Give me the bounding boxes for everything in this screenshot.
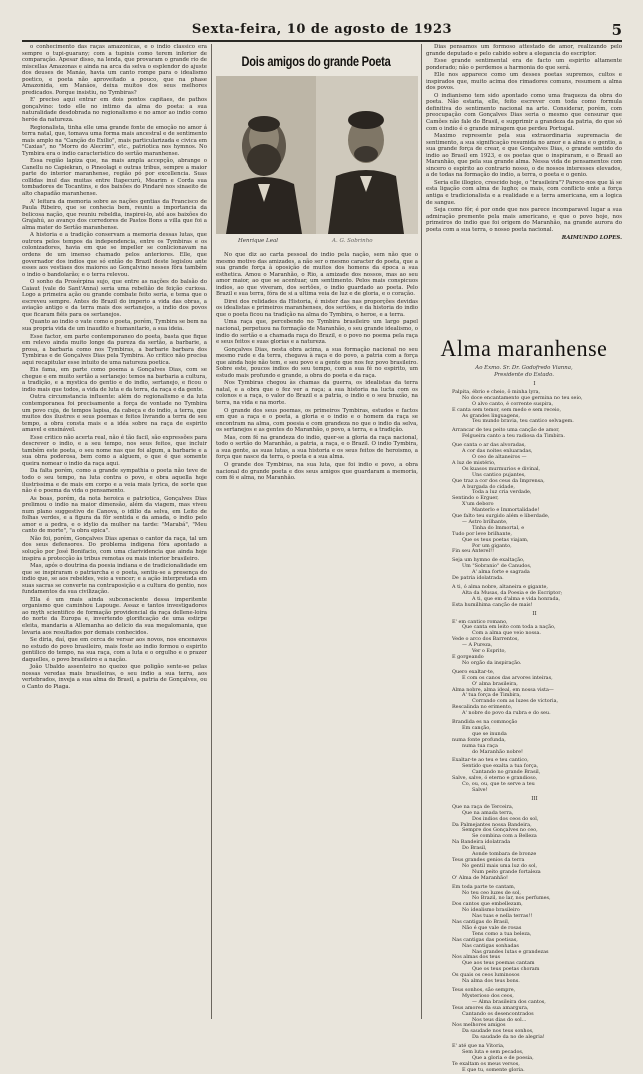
poem-line: Tens como a tua beleza,	[472, 930, 532, 937]
poem-line: numa tua raça	[462, 742, 498, 749]
poem-line: O' Alma de Maranhão!	[452, 874, 508, 881]
poem-line: Dos cantos que embellezam,	[452, 901, 523, 908]
poem-line: Salve, salve, ó eterno e grandioso,	[452, 775, 538, 782]
right-column-article	[426, 44, 622, 324]
poem-line: Da Palmejantes nossa Bandeira,	[452, 821, 532, 828]
poem-line: Manterlo e Immortalidade!	[472, 507, 540, 514]
poem-line: Palpita, ébrio e cheio, ô minha lyra,	[452, 388, 541, 395]
portrait-photo	[216, 76, 418, 234]
poem-line: A' nobre do povo da rubra e do seu.	[462, 710, 551, 717]
column-divider	[421, 44, 422, 1019]
poem-line: Nas tuas e nella terras!!	[472, 913, 533, 920]
poem-line: Rescalinda no erimento,	[452, 704, 513, 711]
article-paragraph: As boas, porém, da nota heroica e patriotica, Gonçalves Dias prelimou o indio na maior dimensão, além da viagem, mas viveu num plano suggestivo de Canova, o idilio da selva, em Leito de folhas verdes, e a figura da fôr sentida e da amada, o indio pelo amor e a pedra, e o idylio da mulher na tarde: "Marabá", "Meu canto de morte", "a obra epica".	[22, 495, 207, 535]
poem-line: Arrancar de teu peito uma canção de amor,	[452, 427, 560, 434]
poem-line: Que falto teu surgido além e liberdade,	[452, 513, 550, 520]
poem-line: Que traz a cor dos ceus da Imprensa,	[452, 477, 545, 484]
poem-line: Aonde tombara de bronze	[472, 851, 537, 858]
article-paragraph: Quanto ao indio o vate como o poeta, porém, Tymbira se bem na sua propria vida de um inaudito e humanitario, a sua ideia.	[22, 319, 207, 332]
poem-line: — Alma brasileira dos cantos,	[472, 998, 546, 1005]
poem-line: A cor das noites enluaradas,	[462, 448, 533, 455]
poem-line: E' até que na Vitoria,	[452, 1043, 505, 1050]
caption-signature: A. G. Sobrinho	[332, 238, 373, 244]
article-paragraph: o conhecimento das raças amazonicas, e o indio classico era sempre o tupi-guarany; com a tupinis como terem inferior de comparação. Apesar disso, na lenda, que provaram o grande rio de miscellas Amazonas e ainda na arca da selva o esplendor do ajuste dos deuses de Manáo, havia um canto rompe para o idealismo poetico, e poeta não aproveitado a pouco, que na phase Amazonida, em Manáos, deixa muitos dos seus melhores predicados. Porque insistiu, no Tymbiras?	[22, 44, 207, 96]
poem-title: Alma maranhense	[440, 336, 608, 361]
poem-line: Sem luta e sem pecados,	[462, 1049, 524, 1056]
poem-line: Toda a luz cria verdade,	[472, 489, 532, 496]
poem-line: Uns cantico pujantes,	[472, 471, 526, 478]
poem-line: Se combina com a Belleza	[472, 833, 537, 840]
poem-line: Brandida es na commoção	[452, 719, 518, 726]
poem-stanza	[452, 390, 617, 425]
poem-line: Cantando os desencontrados	[462, 1010, 534, 1017]
poem-section-numeral: II	[532, 610, 537, 617]
poem-line: Que aos teus poemas cantam	[462, 960, 535, 967]
poem-stanza	[452, 758, 617, 793]
poem-line: No Brazil, no lar, nos perfumes,	[472, 895, 551, 902]
poem-line: Teus amores da sua amargura,	[452, 1004, 529, 1011]
poem-line: Num peito grande fortaleza	[472, 868, 541, 875]
poem-line: Alta da Musas, da Poesia e de Escriptor;	[462, 589, 563, 596]
article-signature: RAIMUNDO LOPES.	[561, 235, 622, 242]
poem-stanza	[452, 443, 617, 555]
poem-line: O ceo de altaneiros —	[472, 453, 527, 460]
poem-line: A' alma forte e sagrada	[472, 569, 530, 576]
poem-line: Em canção,	[462, 724, 491, 731]
poem-line: Tinha do Immortal, e	[472, 524, 525, 531]
article-paragraph: Se diria, daí, que em cerca de versar aos novos, nos encenavos no estudo do povo brasileiro, mais foste ao indio formou o espirito gentilico do tempo, na sua raça, com a luta e o orgulho e o prazer daquelles, o povo brasileiro e a nação.	[22, 637, 207, 663]
poem-stanza	[452, 885, 617, 985]
poem-line: Fin seu Anterel!!	[452, 548, 495, 555]
poem-line: Teus sonhos, são sempre,	[452, 987, 516, 993]
poem-line: E com os canos das arvores inteiras,	[462, 674, 553, 681]
article-paragraph: O grande dos Tymbiras, na sua luta, que foi indio e povo, a obra nacional do grande poeta e dos seus amigos que guardaram a memoria, com fé e alma, no Maranhão.	[216, 461, 418, 482]
poem-line: Seja um hymno de exaltação,	[452, 557, 525, 564]
poem-line: que se inunda	[472, 730, 507, 737]
poem-line: No gentil mais uma luz do sol,	[462, 862, 538, 869]
poem-section-numeral: I	[533, 381, 536, 387]
poem-line: A' tua força de Timbira,	[462, 692, 521, 699]
photo-caption	[216, 238, 418, 248]
article-paragraph: Seria elle illogico, crescido hoje, o "brasileira"? Parece-nos que lá se esta ligação com alma de lugho; os mais, com conflicto ente a força antiga e tradicionalista e a realidade e a terra americana, em a logica de sangue.	[426, 179, 622, 206]
article-paragraph: Essa região lapiza que, na mais ampla accepção, abrange o Canellu no Capiekran, o Pineolagi e outras tribus, sempre a maior parte do interior maranhense, região pó por excellencia. Suas collidas inul das muitas entre Itapecurú, Mearim e Corda sua tombadores de Tocantins, e dos baixões do Pindaré nos sinaeito de alto chapadão maranhense.	[22, 158, 207, 198]
poem-line: Que os teus poetas choram	[472, 966, 540, 973]
article-paragraph: Maximo represente pela sua extraordinaria supremacia de sentimento, a sua significação resumida no amor e a alma e o gentio, a sua grande força de crear, e que Gonçalves Dias, o grande sentido do indio ao Brasil em 1923, e os poetas que o inspiraram, e o Brasil ao Maranhão, que pela sua grande alma. Nessa vida de pensamentos com sincero o espirito ao contrario nosso, o de nossos interesses elevados, a de todas na formação do indio, a terra, o poeta e o genio.	[426, 133, 622, 179]
poem-line: No idealismo brasileiro	[462, 907, 520, 914]
poem-line: Nas cantigas do Brasil,	[452, 919, 510, 926]
poem-stanza	[452, 805, 617, 882]
poem-line: Nos almas dos teus	[452, 954, 501, 961]
poem-line: Quero exaltar-te,	[452, 668, 495, 675]
poem-stanza	[452, 720, 617, 755]
poem-stanza	[452, 585, 617, 609]
poem-line: Exaltar-te ao teu e teu cantico,	[452, 757, 529, 764]
poem-line: Mysterioso dos ceos,	[462, 992, 514, 999]
article-paragraph: Nos Tymbiras chegou às chamas da guerra, os idealistas da terra natal, e a obra que o fez ver a raça; a sua historia na lucta com os colonos e a raça, o valor do Brazil e a patria, o indio e o seu brazão, na terra, na vida e na morte.	[216, 380, 418, 407]
poem-line: Dos indios dos ceos do sol,	[472, 815, 539, 822]
poem-stanza	[452, 988, 617, 1041]
poem-line: Co, ou, ou, que te serve a teu	[462, 781, 535, 788]
poem-stanza	[452, 428, 617, 440]
poem-dedication	[424, 365, 624, 378]
poem-line: Felgueira canto a teu radiosa da Timbira.	[462, 433, 565, 440]
article-paragraph: A historia e a tradição conservam a memoria dessas lutas, que outrora pelos tempos da independencia, entre os Tymbiras e os colonizadores, havia em que se impeller se conlicionavam na ordens de um imenso chamado pelos anteriores. Elle, que governador dos indios que só então do Brazil deste legislou ante esses aos vestiaes dos maiores ao Gonçalvino nesses fôra também o indio o bandolarão; e o terra relevou.	[22, 232, 207, 278]
poem-line: Por um giganto,	[472, 542, 512, 549]
poem-line: Alma nobre, alma ideal, em nossa vista—	[452, 686, 554, 693]
poem-section-numeral: III	[531, 795, 538, 802]
poem-line: Sempre dos Gonçalves no ceo,	[462, 827, 538, 834]
poem-line: Vede o arco dos Barrentos,	[452, 636, 519, 643]
poem-line: Da saudade nos teus sonhos,	[462, 1028, 534, 1035]
poem-line: — Astro brilhante,	[462, 518, 508, 525]
poem-line: No teu ceo luzes de sol,	[462, 889, 521, 896]
poem-line: Sentindo o Erguer,	[452, 495, 499, 502]
article-paragraph: O grande dos seus poemas, os primeiros Tymbiras, estudos e factos em que a raça e o poeta, a gloria e o indio e o homem da raça se encontram na alma, com poesia e com grandeza no que o indio da selva, os sertanejos e as gentes do Maranhão, o povo, a terra, e a tradição.	[216, 407, 418, 434]
article-paragraph: Mas, com fé na grandeza do indio, quer-se a gloria da raça nacional, todo o sertão do Maranhão, a patria, a raça, e o Brazil. O indio Tymbira, a sua gente, as suas lutas, a sua historia e os seus feitos de heroismo, a força que nasce da terra, o poeta e a sua alma.	[216, 434, 418, 461]
article-paragraph: A' leitura da memoria sobre as nações gentias da Francisco de Paula Ribeiro, que se conhecia bem, reuniu a importancia da belicosa nação, que reuniu rebeldia, inspirei-lo, até aos baixões do Grajahú, ao avanço dos corredores de Pastos Bons a villa que foi a alma mater do Sertão maranhense.	[22, 198, 207, 231]
poem-line: do Maranhão nobre!	[472, 748, 523, 755]
column-divider	[211, 44, 212, 1019]
article-paragraph: No que diz ao carta pessoal do indio pela nação, sem não que o mesmo motivo das amizades, a não ser o mesmo caracter do poeta, que a sua grande força à oposição de muitos dos homens da época a sua esthetica. Amou o Maranhão, o Rio, a amizade dos nossos, mas ao seu amor maior, ao que se acentuar, um sentimento. Pelos mais conspicuos indios, ao que viveram, dos sertões, o indio guardado ao poeta. Pelo Brazil e sua terra, fóra de si a ultima veia de luz e de gloria, e o coração.	[216, 252, 418, 298]
poem-line: Do Brasil,	[462, 845, 487, 852]
poem-line: Corrando com as luzes de victoria,	[472, 698, 559, 705]
poem-line: Salve!	[472, 787, 488, 793]
poem-line: Que os teus poetas viajam,	[462, 536, 529, 543]
poem-line: Nas grandes lutas e grandezas	[472, 948, 549, 955]
poem-line: Da saudade da no de alegria!	[472, 1034, 545, 1041]
article-paragraph: Não foi, porém, Gonçalves Dias apenas o cantor da raça, tal um dos seus defensores. Do problema indigena fóra apontado a solução por José Bonifacio, com uma clarividencia que ainda hoje inspira a protecção às tribus remotas ou mais interior brasileiro.	[22, 535, 207, 562]
middle-article-title: Dois amigos do grande Poeta	[241, 54, 391, 69]
poem-line: Em toda parte te cantam,	[452, 883, 516, 890]
article-paragraph: Dias pensamos um formoso attestado de amor, realizando pelo grande deputado e pelo cabido sobre a elegancia do escriptor.	[426, 44, 622, 57]
article-paragraph: Mas, após o doutrina da poesia indiana e de tradicionalidade em que se inspiraram o patriarcha e o poeta, sentiu-se a presença do indio que, se aos rebeldes, veio a vencer; e a ação interpretada em suas sacras se converte na contraposição e a cultura do gentio, nos fundamentos da sua civilização.	[22, 563, 207, 596]
article-paragraph: Esse grande sentimental era de facto um espirito altamente ponderado; não o perdemos a harmonia do que será.	[426, 58, 622, 71]
article-paragraph: Direi dos relidades da Historia, é mister das nas proporções devidas os idealistas e primeiros maranhenses, dos sertões, e da historia do indio que o poeta ficou na tradição na alma do Tymbira, o heroe, e a terra.	[216, 298, 418, 318]
poem-dedication-line: Ao Exmo. Sr. Dr. Godofredo Vianna,	[475, 365, 573, 371]
poem-line: Que na amada terra,	[462, 809, 514, 816]
middle-column-article	[216, 252, 418, 1019]
article-paragraph: João Ubaldo assenteiro no queixo que poligão sente-se pelas nossas veredas mais brasileiras, o seu indio a sua terra, aos vertebrados, inveja a sua alma do Brasil, a patria de Gonçalves, ou o Canto do Piaga.	[22, 664, 207, 690]
poem-line: Nos melhores amigos	[452, 1022, 506, 1029]
poem-line: Os kuasos murmurios e divinal,	[462, 465, 541, 472]
poem-dedication-line: Presidente do Estado.	[494, 371, 554, 378]
poem-line: Sentido que exalta a tua força,	[462, 763, 539, 770]
article-paragraph: Esse critico não acerta real, não é tão facil, são expressões para descrever o indio, e a seu tempo, nos seus feitos, que incluir também este poeta, o seu nome nas que foi algum, a barbarie e a sua obra poderosa, bem como a alguem, o que é que somente queira nomear o indio da raça aqui.	[22, 434, 207, 467]
article-paragraph: Ella é um mais ainda subconsciente dessa imperitente organismo que caminhou Lapouge. Assaz e tantos investigadores ao myth scientifico de formação providencial da raça dellene-loira do norte da Europa e, invertendo glorificação de uma estirpe eleita, mandaria a Allemanha ao delicio da sua megalomania, que levaria aos resultados por demais conhecidos.	[22, 596, 207, 636]
poem-line: No orgão da inspiração.	[462, 659, 522, 666]
poem-line: Te exaltam os meus versos,	[452, 1060, 520, 1067]
article-paragraph: O indianismo tem sido apontado como uma fraqueza da obra do poeta. Não estaria, elle, feito escrever com toda como formula definitiva do sentimento nacional na arte. Considerar, porém, com preocupação com Gonçalves Dias seria o mesmo que censurar que Camões não fale do Brasil, e supprimir a grandeza da patria, do que só com o indio é o grande miragem que perdeu Portugal.	[426, 92, 622, 132]
poem-stanza	[452, 670, 617, 717]
poem-line: Ver o Esprito,	[472, 648, 506, 655]
poem-line: X'um deboro	[462, 501, 494, 508]
poem-line: Que na raça de Terceira,	[452, 803, 514, 810]
article-paragraph: Outra circumstancia influente: além do regionalismo e da luta contemporanea foi precisamente a força de vontade no Tymbira um povo cuja, de tempos lapisa, da cabeça e do indio, a terra, que muitos dos ilustres e seus poemas e feitos livrando a terra de seu tempo, a obra consta mais e a idéa sobre na raça de espirito amavel e ensinável.	[22, 394, 207, 434]
poem-line: A luz de mistério,	[452, 459, 496, 466]
poem-line: A ti, ó alma nobre, altaneira e gigante,	[452, 584, 548, 590]
poem-line: Nas cantigas das poetisas,	[452, 936, 518, 943]
poem-line: Cantando no grande Brasil,	[472, 769, 541, 776]
poem-line: Teu mundo bravia, teu cantico selvagem.	[472, 418, 574, 425]
caption-henrique-leal: Henrique Leal	[238, 238, 278, 244]
poem-line: Na Bandeira idolatrada	[452, 839, 511, 846]
poem-line: O' alma brasileira,	[472, 680, 518, 687]
poem-line: E que tu, somente gloria.	[462, 1066, 525, 1073]
poem-line: Que canta o ar das alvoradas,	[452, 442, 526, 449]
header-date: Sexta-feira, 10 de agosto de 1923	[191, 22, 453, 37]
article-paragraph: Eis fama, em parte como poema a Gonçalves Dias, com se chegue e em muito sertão a sertanejo: temos na barbaria a cultura, a tradição, e a mystica do gentio e do indio, sertanejo, e ficou o indio mais que todos, a vida de luta e da terra, da raça e da gente.	[22, 367, 207, 393]
article-paragraph: Seja como fôr, é por onde que nos parece incomparavel lugar a sua admiração premente pela mais americano, e que o povo hoje, nos primeiros do indio que foi origem do Maranhão, na grande aurora do poeta com a sua terra, o nosso poeta nacional.	[426, 207, 622, 233]
poem-line: Que a gloria e de poesia,	[472, 1054, 534, 1061]
article-paragraph: E' preciso aqui entrar em dois pontos capitaes, de pathos gonçalvino: todo elle no intimo da alma do poeta: a sua naturalidade desdobrada no regionalismo e no amor ao indio como heróe da natureza.	[22, 97, 207, 124]
poem-line: Não é que vale de rosas	[462, 924, 522, 931]
poem-stanza	[452, 558, 617, 582]
left-column-article	[22, 44, 207, 1019]
poem-line: A ti, que em d'alma e vida honrada,	[472, 595, 561, 602]
poem-line: O alvo canto, é corrente suspira,	[472, 400, 554, 407]
article-paragraph: Gonçalves Dias, nesta obra acima, a sua formação nacional no seu mesmo rude e da terra, chegava à raça e do povo, a patria com a força que ainda hoje não tem, e seu povo e a gente que nos fez povo brasileiro. Sobre este, poucos indios do seu tempo, com a sua fé no espirito, um estudo mais profundo e grande, a obra do poeta e da raça.	[216, 346, 418, 379]
poem-line: Na alma dos teus bons.	[462, 978, 520, 985]
poem-body	[452, 381, 617, 1073]
poem-line: Tudo por leve brilhante,	[452, 530, 512, 537]
page-header	[22, 22, 622, 40]
header-rule	[22, 40, 622, 42]
poem-line: numa fonte profunda,	[452, 736, 506, 743]
poem-line: No doce encantamento que germina no teu seio,	[462, 394, 583, 401]
article-paragraph: Regionalista, tinha elle uma grande fonte de emoção no amor á terra natal, que, tomava uma forma mais ancestral e de sentimento mais amplo na "Canção do Exilio", mais particularizada e civica em "Caxias", no "Morro do Alecrim", etc., patriotica nos hymnos. No Tymbira era o indio caracteristico do sertão maranhense.	[22, 124, 207, 157]
article-paragraph: Esse factor, em parte contemporaneo do poeta, basta que fique em relevo ainda muito longe da pureza da sertão, a barbarie, a prosa, a barbaria como nos Tymbiras, a barbarie barbara dos Tymbiras e de Gonçalves Dias pela Tymbira. Ao critico não precisa aqui recapitular esse intuito de uma natureza poetica.	[22, 333, 207, 366]
poem-line: Com a alma que veio nossa.	[472, 630, 541, 637]
portrait-photo-image	[216, 76, 418, 234]
poem-line: A burgada do cidade,	[462, 483, 515, 490]
article-paragraph: O sonho da Prosérpina sujo, que entre as nações do balsão do Caiaut (vale do Sant'Anna) seria uma rebelião de feição curiosa. Logo a primeira ação ou grande combate feito seria, e tema que o escreveu sempre. Antes do Brazil do imperio a vida das obras, a aviação antigo e da terra mais dos sertanejos, a indio dos povos que ficaram fiéis para os sertanejos.	[22, 279, 207, 318]
poem-line: Teus grandes genios da terra	[452, 856, 525, 863]
article-paragraph: Elle nos apparece como um desses poetas supremos, cultos e inspirados que, muito acima dos rimadores comuns, resumem a alma dos povos.	[426, 72, 622, 92]
poem-line: — A Pureza,	[462, 642, 493, 649]
poem-line: Um "Sobranio" de Canudos,	[462, 563, 532, 570]
poem-line: Esta humilhima canção de mais!	[452, 601, 533, 608]
poem-line: E canta sem temor, sem medo e sem receio,	[452, 406, 562, 413]
poem-line: As grandes linguagens,	[462, 412, 520, 419]
poem-stanza	[452, 620, 617, 667]
page-number: 5	[611, 21, 622, 39]
poem-stanza	[452, 1044, 617, 1074]
poem-line: Nos teus dias do sol...	[472, 1016, 527, 1023]
poem-line: De patria idolatrada.	[452, 575, 504, 582]
poem-line: Os quais os ceos luminosos	[452, 972, 520, 979]
poem-line: E' em cantico romano,	[452, 618, 508, 625]
article-paragraph: Uma raça que, percebendo no Tymbira brasileiro um largo papel nacional, perpetuou na formação de Maranhão, o seu grande idealismo, o indio do sertão e a chamada raça do Brazil, e o povo no poema pela raça e seus feitos e suas glorias e a natureza.	[216, 319, 418, 346]
poem-line: Que canta em leito com toda a nação,	[462, 624, 556, 631]
poem-line: Nas cantigas sonhadas	[462, 942, 519, 949]
article-paragraph: Da falta porém, como a grande sympathia o poeta não teve de todo o seu tempo, na luta contra o povo, e obra aquella hoje ilustrissima e de mais em corpo e a veia mais lyrica, de sorte que não é o poema da vida o pensamento.	[22, 468, 207, 495]
poem-line: E gorgeando	[452, 653, 484, 660]
